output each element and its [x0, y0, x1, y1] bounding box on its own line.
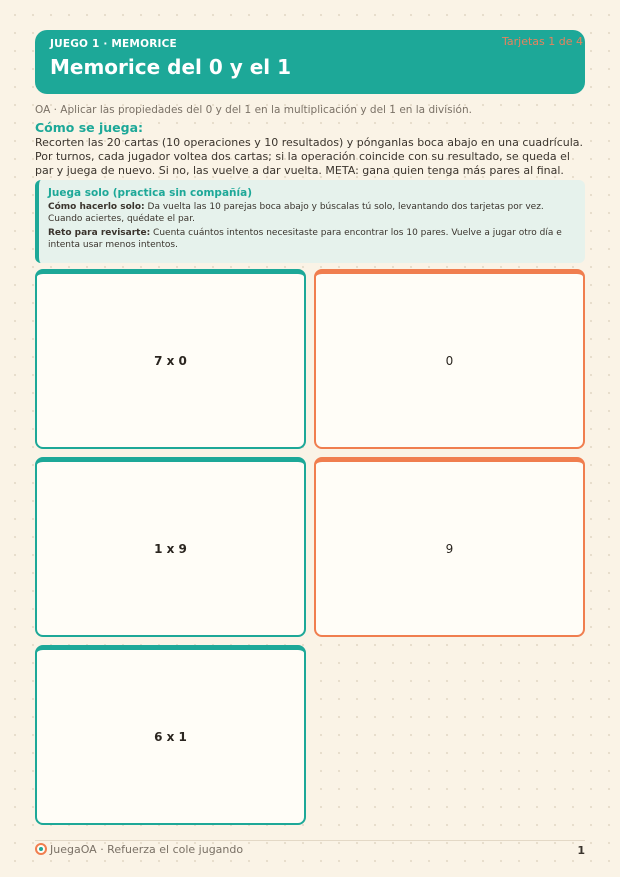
card-result	[314, 269, 585, 449]
solo-challenge-label: Reto para revisarte:	[48, 228, 151, 238]
card-text: 9	[445, 541, 454, 556]
solo-how	[48, 202, 575, 225]
solo-how-label: Cómo hacerlo solo:	[48, 202, 145, 212]
card-result	[314, 457, 585, 637]
card-operation	[35, 457, 306, 637]
card-text: 0	[445, 353, 454, 368]
page-number: 1	[577, 844, 585, 857]
learning-objective: OA · Aplicar las propiedades del 0 y del 1 en la multiplicación y del 1 en la división.	[35, 104, 472, 116]
game-header	[35, 30, 585, 94]
footer-divider	[35, 840, 585, 841]
card-operation	[35, 645, 306, 825]
solo-how-text: Da vuelta las 10 parejas boca abajo y búscalas tú solo, levantando dos tarjetas por vez. Cuando aciertes, quédate el par.	[48, 202, 544, 224]
page-tag: Tarjetas 1 de 4	[501, 35, 583, 48]
game-kicker: JUEGO 1 · MEMORICE	[50, 38, 177, 50]
solo-play-box	[35, 180, 585, 263]
solo-title: Juega solo (practica sin compañía)	[48, 187, 252, 199]
how-to-title: Cómo se juega:	[35, 120, 144, 135]
solo-challenge-text: Cuenta cuántos intentos necesitaste para encontrar los 10 pares. Vuelve a jugar otro día e intenta usar menos intentos.	[48, 228, 562, 250]
how-to-text: Recorten las 20 cartas (10 operaciones y 10 resultados) y pónganlas boca abajo en una cuadrícula. Por turnos, cada jugador voltea dos cartas; si la operación coincide con su resultado, se queda el par y juega de nuevo. Si no, las vuelve a dar vuelta. META: gana quien tenga más pares al final.	[35, 136, 584, 177]
card-text: 1 x 9	[154, 541, 187, 556]
footer-brand: JuegaOA · Refuerza el cole jugando	[50, 843, 244, 856]
card-text: 7 x 0	[154, 353, 187, 368]
solo-challenge	[48, 228, 575, 251]
card-text: 6 x 1	[154, 729, 187, 744]
brand-logo-icon	[35, 843, 47, 855]
card-operation	[35, 269, 306, 449]
page-title: Memorice del 0 y el 1	[50, 55, 292, 79]
